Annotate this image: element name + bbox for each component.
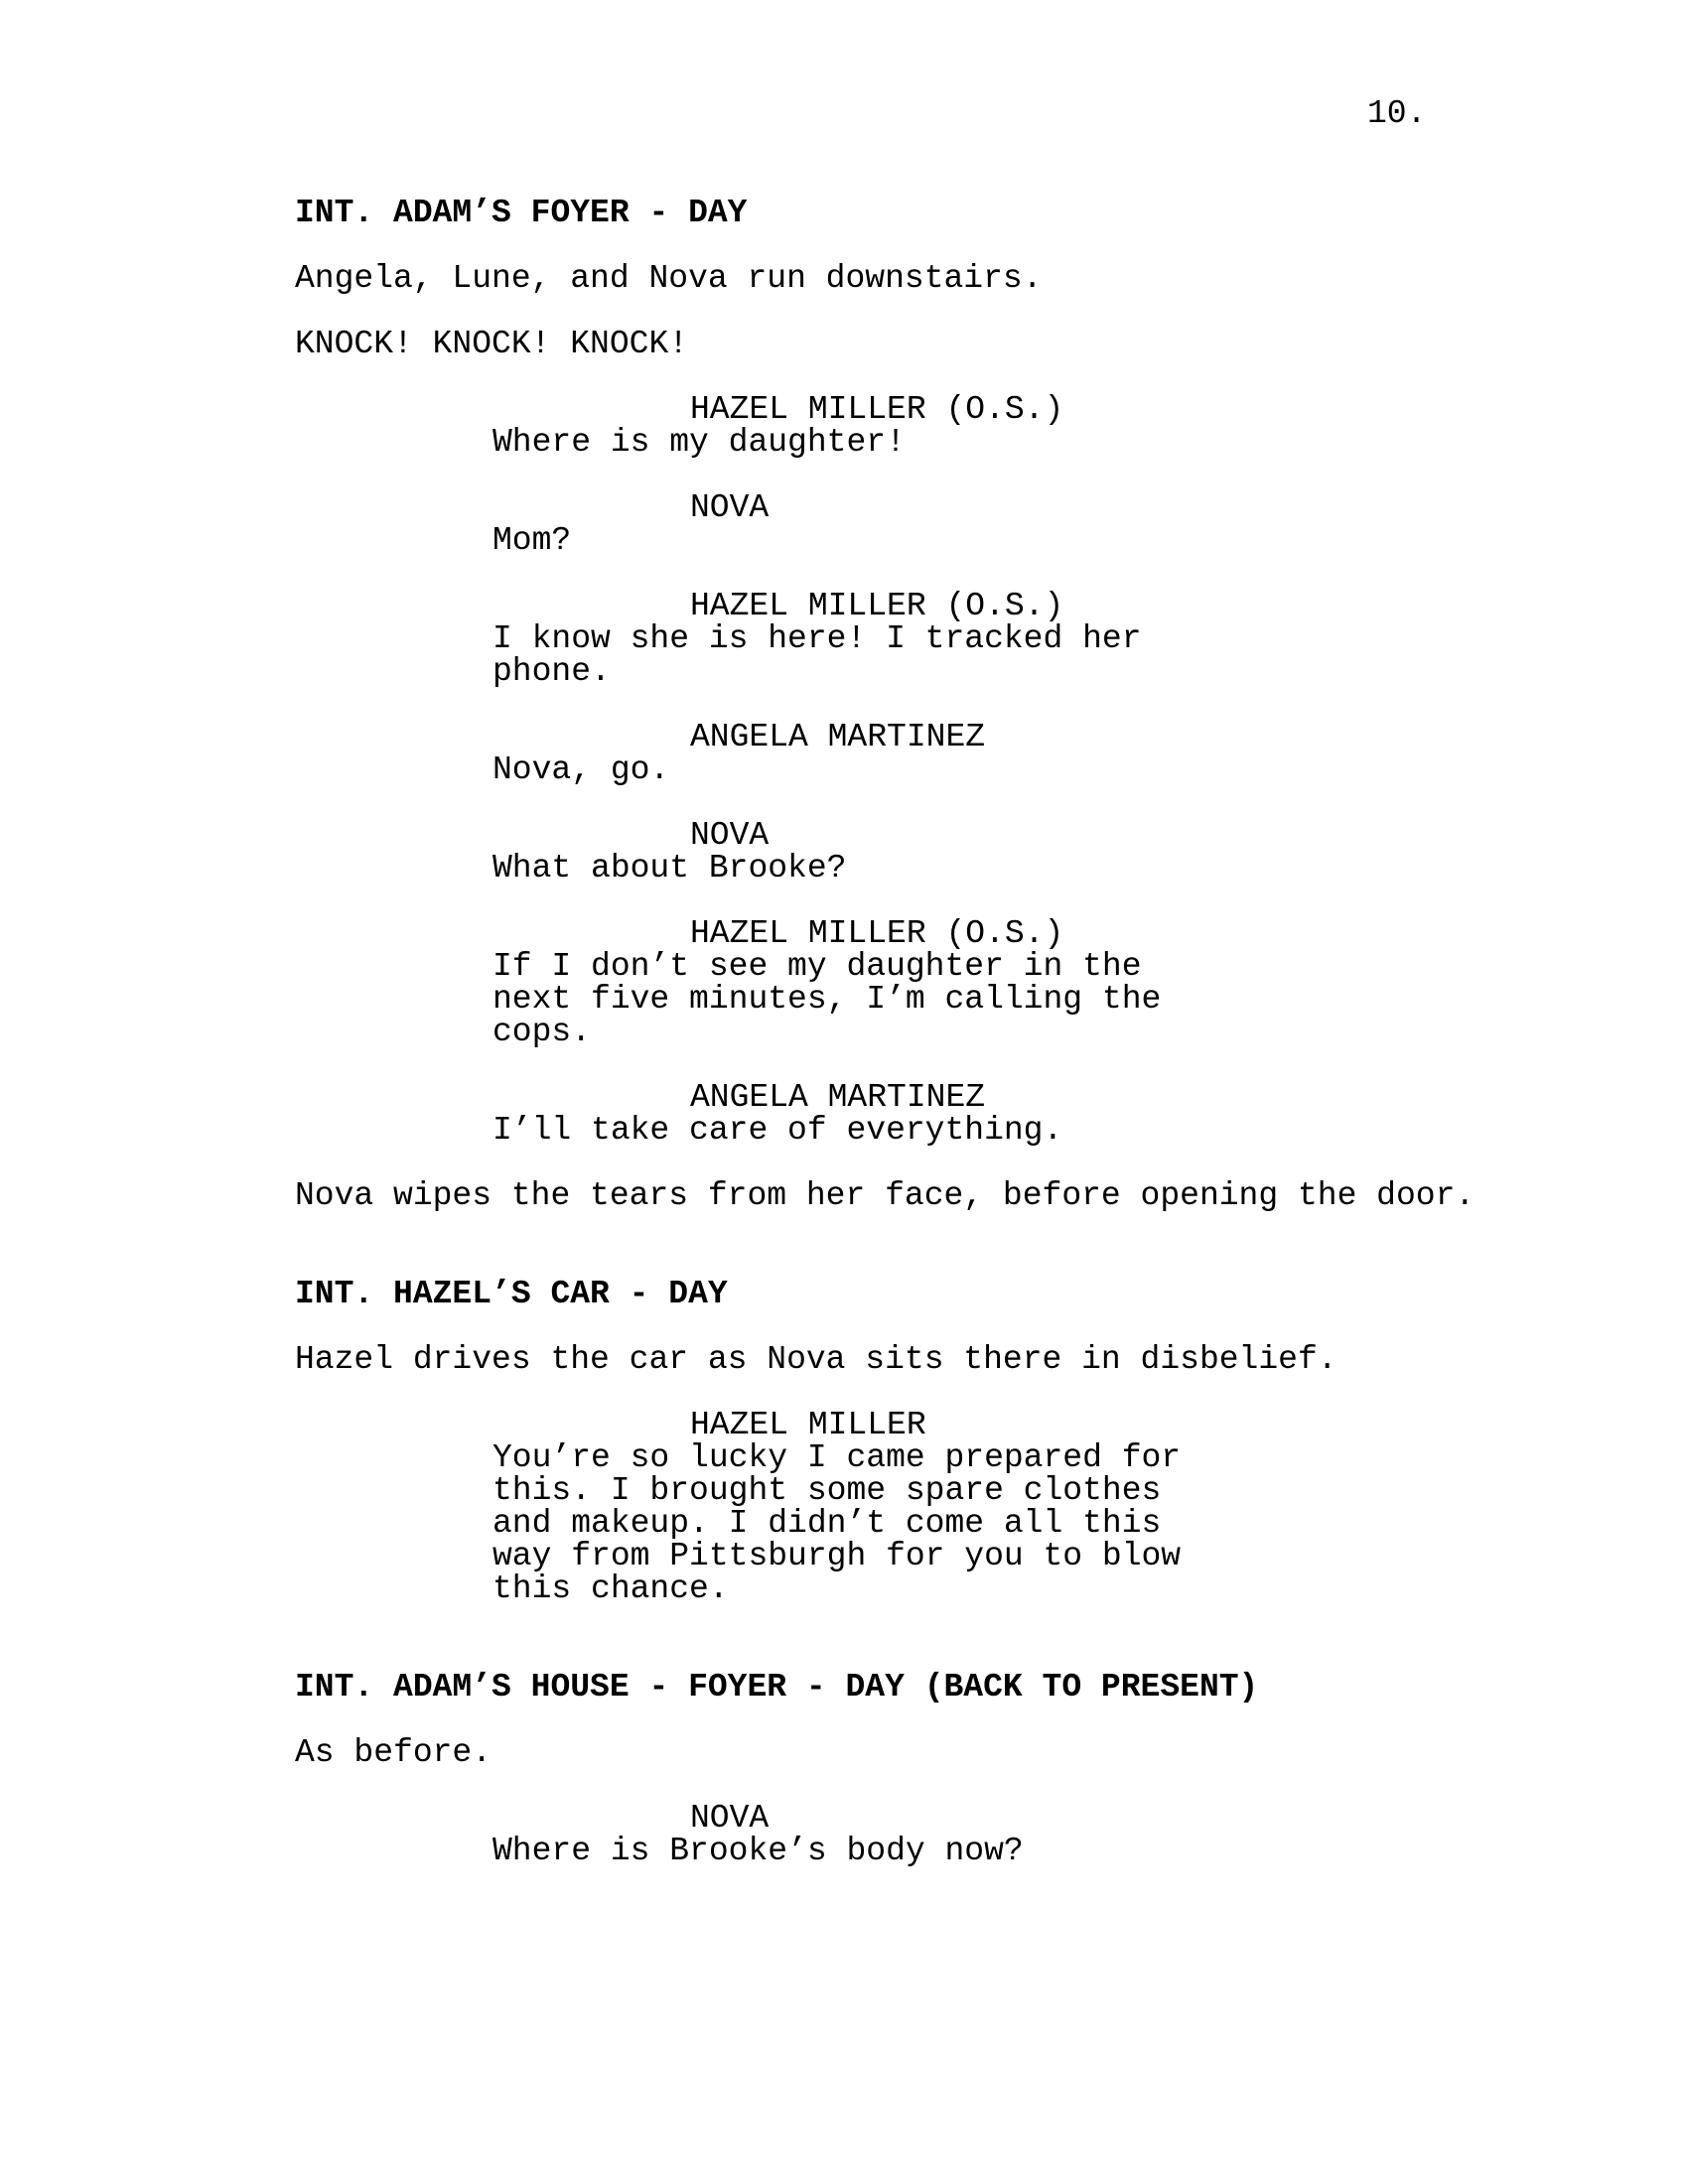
dialogue-line: phone.	[492, 653, 611, 690]
dialogue-line: this. I brought some spare clothes	[492, 1472, 1162, 1509]
page-number: 10.	[1367, 95, 1427, 132]
character-name: HAZEL MILLER	[690, 1407, 926, 1443]
character-name: NOVA	[690, 489, 770, 526]
character-name: HAZEL MILLER (O.S.)	[690, 391, 1064, 428]
scene-heading: INT. ADAM’S FOYER - DAY	[295, 195, 748, 231]
dialogue-line: and makeup. I didn’t come all this	[492, 1505, 1162, 1542]
dialogue-line: this chance.	[492, 1570, 729, 1607]
character-name: NOVA	[690, 817, 770, 854]
action-line: Hazel drives the car as Nova sits there in disbelief.	[295, 1341, 1337, 1378]
dialogue-line: Where is my daughter!	[492, 424, 906, 461]
action-line: Nova wipes the tears from her face, before opening the door.	[295, 1177, 1476, 1214]
action-line: Angela, Lune, and Nova run downstairs.	[295, 260, 1043, 297]
dialogue-line: I know she is here! I tracked her	[492, 620, 1142, 657]
scene-heading: INT. HAZEL’S CAR - DAY	[295, 1276, 728, 1312]
character-name: ANGELA MARTINEZ	[690, 719, 986, 755]
dialogue-line: Nova, go.	[492, 751, 670, 788]
dialogue-line: cops.	[492, 1014, 592, 1050]
action-line: KNOCK! KNOCK! KNOCK!	[295, 326, 689, 362]
dialogue-line: Where is Brooke’s body now?	[492, 1833, 1024, 1869]
dialogue-line: next five minutes, I’m calling the	[492, 981, 1162, 1018]
scene-heading: INT. ADAM’S HOUSE - FOYER - DAY (BACK TO PRESENT)	[295, 1669, 1259, 1706]
dialogue-line: You’re so lucky I came prepared for	[492, 1439, 1182, 1476]
character-name: ANGELA MARTINEZ	[690, 1079, 986, 1116]
dialogue-line: I’ll take care of everything.	[492, 1112, 1063, 1149]
dialogue-line: What about Brooke?	[492, 850, 847, 887]
dialogue-line: way from Pittsburgh for you to blow	[492, 1538, 1182, 1574]
dialogue-line: If I don’t see my daughter in the	[492, 948, 1142, 985]
action-line: As before.	[295, 1734, 492, 1771]
dialogue-line: Mom?	[492, 522, 572, 559]
character-name: HAZEL MILLER (O.S.)	[690, 588, 1064, 624]
character-name: NOVA	[690, 1800, 770, 1837]
character-name: HAZEL MILLER (O.S.)	[690, 915, 1064, 952]
